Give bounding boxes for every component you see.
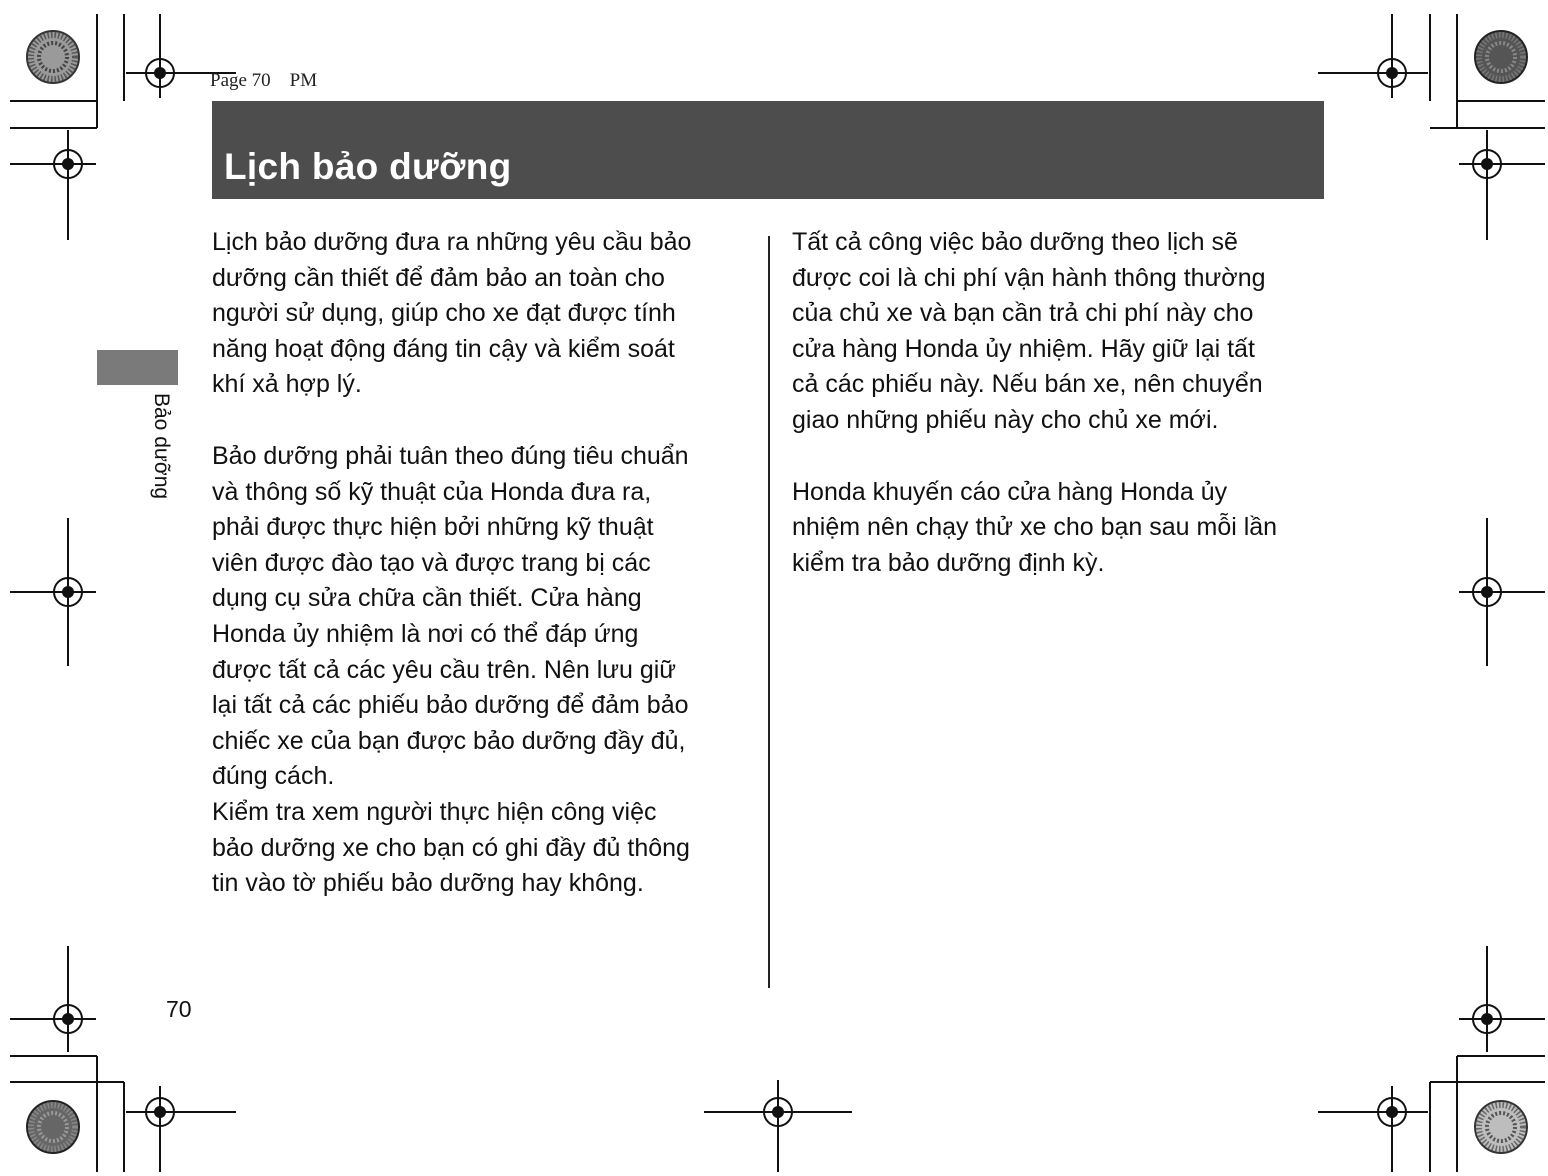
paragraph: Tất cả công việc bảo dưỡng theo lịch sẽ được coi là chi phí vận hành thông thường của chủ xe và bạn cần trả chi phí này cho cửa hàng Honda ủy nhiệm. Hãy giữ lại tất cả các phiếu này. Nếu bán xe, nên chuyển giao những phiếu này cho chủ xe mới. [792,228,1266,434]
target-mid-right [1459,518,1545,666]
target-mid-left [10,518,96,666]
target-bottom-left-a [10,946,96,1052]
side-tab-marker [97,350,178,385]
right-column [792,225,1337,581]
target-bottom-center [704,1080,852,1172]
column-divider [768,236,770,988]
paragraph: Kiểm tra xem người thực hiện công việc bảo dưỡng xe cho bạn có ghi đầy đủ thông tin vào tờ phiếu bảo dưỡng hay không. [212,797,690,898]
paragraph: Bảo dưỡng phải tuân theo đúng tiêu chuẩn và thông số kỹ thuật của Honda đưa ra, phải được thực hiện bởi những kỹ thuật viên được đào tạo và được trang bị các dụng cụ sửa chữa cần thiết. Cửa hàng Honda ủy nhiệm là nơi có thể đáp ứng được tất cả các yêu cầu trên. Nên lưu giữ lại tất cả các phiếu bảo dưỡng để đảm bảo chiếc xe của bạn được bảo dưỡng đầy đủ, đúng cách. [212,441,689,791]
target-top-right-b [1459,130,1545,240]
target-bottom-right-b [1318,1086,1428,1172]
dial-bottom-left [27,1101,79,1153]
target-top-right-a [1318,14,1428,98]
target-bottom-left-b [126,1086,236,1172]
left-column [212,225,757,902]
dial-top-left [27,31,79,83]
dial-bottom-right [1475,1101,1527,1153]
paragraph: Honda khuyến cáo cửa hàng Honda ủy nhiệm nên chạy thử xe cho bạn sau mỗi lần kiểm tra bảo dưỡng định kỳ. [792,477,1278,577]
target-top-left-b [10,130,96,240]
page-slug: Page 70 PM [210,70,318,91]
dial-top-right [1475,31,1527,83]
side-tab-label: Bảo dưỡng [150,393,173,500]
paragraph: Lịch bảo dưỡng đưa ra những yêu cầu bảo dưỡng cần thiết để đảm bảo an toàn cho người sử dụng, giúp cho xe đạt được tính năng hoạt động đáng tin cậy và kiểm soát khí xả hợp lý. [212,228,692,399]
target-bottom-right-a [1459,946,1545,1052]
page-number: 70 [166,996,192,1022]
page-title: Lịch bảo dưỡng [224,146,512,187]
